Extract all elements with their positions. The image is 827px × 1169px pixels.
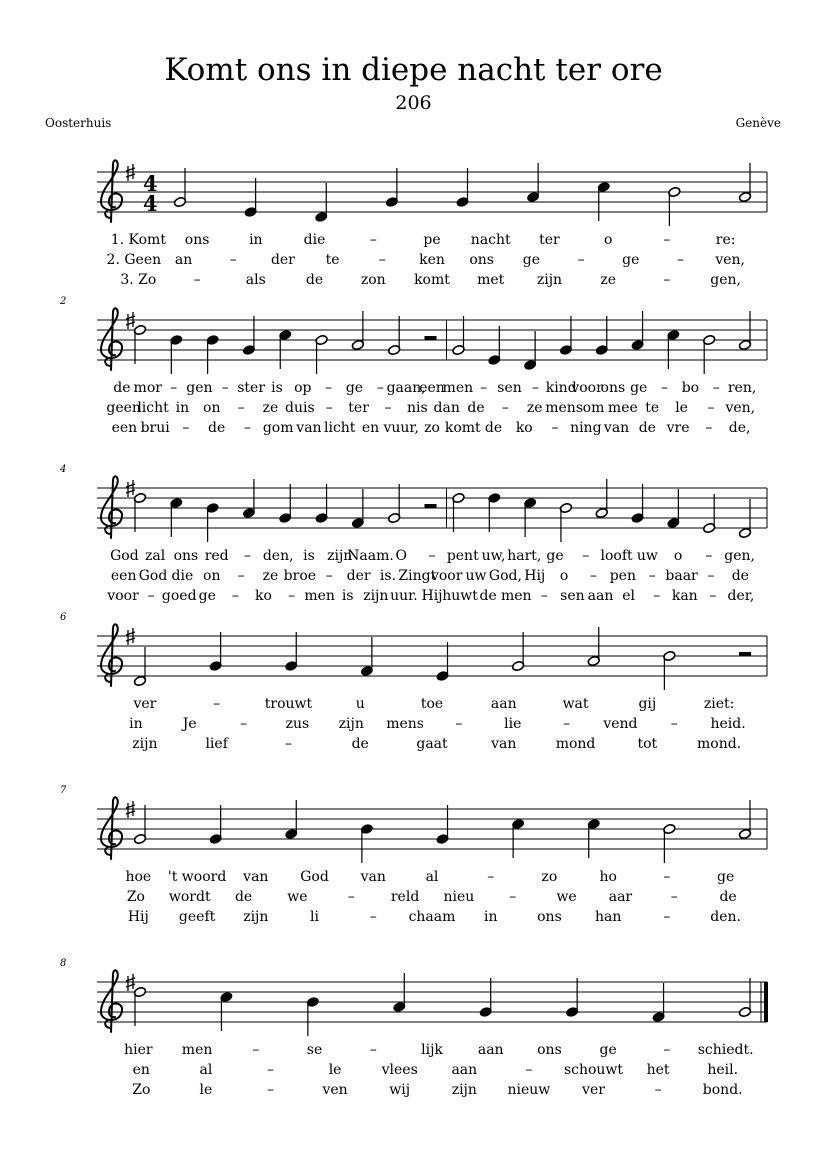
- lyric-syllable: van: [491, 736, 517, 752]
- lyric-syllable: der,: [727, 588, 755, 604]
- lyric-syllable: ter: [348, 400, 369, 416]
- lyric-syllable: –: [712, 380, 720, 396]
- lyric-syllable: ge: [522, 252, 541, 268]
- lyric-syllable: bond.: [702, 1082, 743, 1098]
- lyric-syllable: ter: [539, 232, 560, 248]
- lyric-syllable: ons: [537, 909, 562, 925]
- lyric-syllable: ko: [515, 420, 533, 436]
- lyric-syllable: van: [296, 420, 322, 436]
- lyric-syllable: mond.: [697, 736, 742, 752]
- measure-number: 7: [60, 785, 67, 796]
- lyric-syllable: o: [603, 232, 613, 248]
- lyric-syllable: –: [237, 400, 245, 416]
- lyric-syllable: de: [351, 736, 369, 752]
- lyric-syllable: de: [113, 380, 131, 396]
- lyric-syllable: –: [213, 696, 221, 712]
- lyric-syllable: gen: [186, 380, 213, 396]
- lyric-syllable: wat: [562, 696, 589, 712]
- lyric-syllable: gaan,: [386, 380, 426, 396]
- lyric-syllable: –: [325, 568, 333, 584]
- lyric-syllable: –: [590, 568, 597, 584]
- lyric-syllable: pent: [446, 548, 479, 564]
- lyric-syllable: op: [294, 380, 312, 396]
- lyric-syllable: komt: [414, 272, 450, 288]
- lyric-syllable: nacht: [470, 232, 511, 248]
- lyric-syllable: on: [203, 400, 221, 416]
- lyric-syllable: broe: [283, 568, 317, 584]
- poet-name: Oosterhuis: [45, 116, 112, 130]
- lyric-syllable: God: [300, 869, 329, 885]
- lyric-syllable: al: [425, 869, 439, 885]
- lyric-syllable: –: [540, 588, 548, 604]
- lyric-syllable: –: [231, 588, 239, 604]
- lyric-syllable: han: [594, 909, 622, 925]
- lyric-syllable: pen: [609, 568, 636, 584]
- lyric-syllable: de: [479, 588, 497, 604]
- measure-number: 4: [60, 464, 67, 475]
- lyric-syllable: –: [661, 380, 669, 396]
- lyric-syllable: men: [442, 380, 474, 396]
- lyric-syllable: –: [577, 252, 585, 268]
- lyric-syllable: ge: [599, 1042, 617, 1058]
- lyric-syllable: ons: [173, 548, 199, 564]
- lyric-syllable: reld: [390, 889, 420, 905]
- lyric-syllable: –: [369, 1042, 377, 1058]
- lyric-syllable: Hij: [127, 909, 149, 925]
- lyric-syllable: sen: [497, 380, 522, 396]
- lyric-syllable: ons: [600, 380, 626, 396]
- lyric-syllable: lijk: [421, 1042, 443, 1058]
- treble-clef-icon: [101, 624, 122, 686]
- lyric-syllable: hier: [124, 1042, 153, 1058]
- half-rest: [425, 336, 437, 340]
- lyric-syllable: –: [376, 380, 384, 396]
- lyric-syllable: –: [325, 380, 333, 396]
- lyric-syllable: aan: [587, 588, 614, 604]
- lyric-syllable: heid.: [710, 716, 746, 732]
- lyric-syllable: –: [221, 380, 229, 396]
- lyric-syllable: –: [705, 420, 713, 436]
- treble-clef-icon: [101, 308, 122, 370]
- lyric-syllable: God: [110, 548, 139, 564]
- lyric-syllable: de: [638, 420, 656, 436]
- lyric-syllable: pe: [423, 232, 441, 248]
- lyric-syllable: mond: [555, 736, 596, 752]
- lyric-syllable: voor: [107, 588, 139, 604]
- lyric-syllable: o: [673, 548, 683, 564]
- lyric-syllable: God: [138, 568, 168, 584]
- lyric-syllable: ge: [717, 869, 735, 885]
- lyric-syllable: –: [563, 716, 571, 732]
- lyric-syllable: zijn: [451, 1082, 477, 1098]
- lyric-syllable: brui: [140, 420, 170, 436]
- lyric-syllable: zijn: [243, 909, 269, 925]
- lyric-syllable: –: [325, 400, 333, 416]
- lyric-syllable: het: [646, 1062, 670, 1078]
- lyric-syllable: huwt: [442, 588, 478, 604]
- lyric-syllable: om: [582, 400, 605, 416]
- measure-number: 6: [60, 612, 67, 623]
- lyric-syllable: kan: [671, 588, 698, 604]
- lyric-syllable: –: [709, 588, 717, 604]
- lyric-syllable: sen: [560, 588, 585, 604]
- lyric-syllable: een: [110, 568, 137, 584]
- lyric-syllable: –: [663, 909, 671, 925]
- lyric-syllable: licht: [137, 400, 169, 416]
- time-signature-top: 4: [143, 171, 158, 196]
- lyric-syllable: de: [467, 400, 485, 416]
- lyric-syllable: –: [582, 548, 590, 564]
- lyric-syllable: die: [171, 568, 194, 584]
- lyric-syllable: gen,: [710, 272, 741, 288]
- lyric-syllable: u: [355, 696, 365, 712]
- lyric-syllable: gom: [262, 420, 294, 436]
- lyric-syllable: –: [531, 380, 539, 396]
- lyric-syllable: te: [325, 252, 340, 268]
- lyric-syllable: ze: [262, 400, 279, 416]
- lyric-syllable: van: [360, 869, 386, 885]
- lyric-syllable: ze: [262, 568, 279, 584]
- lyric-syllable: ge: [630, 380, 648, 396]
- lyric-syllable: –: [284, 736, 292, 752]
- lyric-syllable: –: [707, 400, 715, 416]
- lyric-syllable: gen,: [724, 548, 755, 564]
- lyric-syllable: –: [663, 272, 671, 288]
- lyric-syllable: duis: [285, 400, 315, 416]
- lyric-syllable: –: [237, 568, 245, 584]
- lyric-syllable: chaam: [408, 909, 456, 925]
- lyric-syllable: o: [559, 568, 569, 584]
- lyric-syllable: ze: [526, 400, 543, 416]
- lyric-syllable: –: [654, 1082, 662, 1098]
- lyric-syllable: zijn: [338, 716, 364, 732]
- lyric-syllable: looft: [600, 548, 633, 564]
- lyric-syllable: –: [267, 1062, 274, 1078]
- lyric-syllable: –: [707, 568, 715, 584]
- lyric-syllable: –: [501, 400, 509, 416]
- lyric-syllable: men: [500, 588, 532, 604]
- lyric-syllable: een: [111, 420, 138, 436]
- lyric-syllable: mor: [133, 380, 162, 396]
- lyric-syllable: goed: [161, 588, 197, 604]
- lyric-syllable: hoe: [125, 869, 152, 885]
- lyric-syllable: –: [229, 252, 237, 268]
- lyric-syllable: zijn: [132, 736, 158, 752]
- lyric-syllable: ven,: [725, 400, 756, 416]
- treble-clef-icon: [101, 476, 122, 538]
- lyric-syllable: ge: [345, 380, 364, 396]
- lyric-syllable: ko: [255, 588, 272, 604]
- song-title: Komt ons in diepe nacht ter ore: [164, 52, 663, 88]
- lyric-syllable: se: [306, 1042, 323, 1058]
- lyric-syllable: is: [271, 380, 283, 396]
- lyric-syllable: an: [174, 252, 193, 268]
- lyric-syllable: in: [483, 909, 498, 925]
- lyric-syllable: ven: [322, 1082, 348, 1098]
- lyric-syllable: is: [341, 588, 354, 604]
- lyric-syllable: ge: [198, 588, 216, 604]
- lyric-syllable: le: [199, 1082, 213, 1098]
- lyric-syllable: ster: [237, 380, 266, 396]
- lyric-syllable: der: [270, 252, 295, 268]
- treble-clef-icon: [101, 970, 122, 1032]
- lyric-syllable: is.: [379, 568, 397, 584]
- measure-number: 2: [60, 296, 67, 307]
- lyric-syllable: nieu: [443, 889, 475, 905]
- lyric-syllable: –: [525, 1062, 533, 1078]
- lyric-syllable: dan: [433, 400, 460, 416]
- lyric-syllable: we: [287, 889, 308, 905]
- lyric-syllable: –: [243, 420, 251, 436]
- lyric-syllable: ning: [570, 420, 602, 436]
- lyric-syllable: Je: [182, 716, 197, 732]
- lyric-syllable: de: [484, 420, 503, 436]
- lyric-syllable: lief: [205, 736, 228, 752]
- measure-number: 8: [60, 958, 67, 969]
- lyric-syllable: aan: [490, 696, 517, 712]
- lyric-syllable: Hij: [421, 588, 443, 604]
- lyric-syllable: gij: [638, 696, 657, 712]
- lyric-syllable: gaat: [416, 736, 448, 752]
- lyric-syllable: ge: [622, 252, 640, 268]
- lyric-syllable: is: [303, 548, 315, 564]
- lyric-syllable: van: [603, 420, 630, 436]
- lyric-syllable: te: [645, 400, 660, 416]
- lyric-syllable: Hij: [524, 568, 546, 584]
- lyric-syllable: in: [249, 232, 263, 248]
- lyric-syllable: –: [182, 420, 190, 436]
- composer-name: Genève: [735, 116, 781, 130]
- lyric-syllable: Zingt: [398, 568, 437, 584]
- lyric-syllable: –: [653, 588, 661, 604]
- lyric-syllable: den,: [262, 548, 294, 564]
- lyric-syllable: vuur,: [383, 420, 420, 436]
- lyric-syllable: trouwt: [264, 696, 313, 712]
- lyric-syllable: –: [663, 232, 671, 248]
- lyric-syllable: die: [303, 232, 326, 248]
- lyric-syllable: ze: [600, 272, 617, 288]
- lyric-syllable: zus: [285, 716, 310, 732]
- lyric-syllable: zijn: [536, 272, 563, 288]
- lyric-syllable: uur.: [390, 588, 418, 604]
- lyric-syllable: toe: [420, 696, 444, 712]
- lyric-syllable: –: [170, 380, 178, 396]
- lyric-syllable: –: [487, 869, 495, 885]
- lyric-syllable: ren,: [727, 380, 757, 396]
- lyric-syllable: schiedt.: [697, 1042, 754, 1058]
- lyric-syllable: de,: [728, 420, 751, 436]
- lyric-syllable: ons: [184, 232, 210, 248]
- lyric-syllable: vre: [666, 420, 690, 436]
- lyric-syllable: voor: [571, 380, 603, 396]
- lyric-syllable: zijn: [363, 588, 389, 604]
- lyric-syllable: –: [243, 548, 251, 564]
- lyric-syllable: een: [419, 380, 445, 396]
- lyric-syllable: on: [203, 568, 221, 584]
- lyric-syllable: –: [480, 380, 488, 396]
- lyric-syllable: –: [384, 400, 392, 416]
- lyric-syllable: –: [509, 889, 517, 905]
- lyric-syllable: ge: [546, 548, 564, 564]
- lyric-syllable: li: [310, 909, 320, 925]
- lyric-syllable: ken: [419, 252, 445, 268]
- lyric-syllable: –: [676, 252, 684, 268]
- lyric-syllable: met: [477, 272, 505, 288]
- lyric-syllable: geen: [106, 400, 141, 416]
- lyric-syllable: –: [252, 1042, 260, 1058]
- time-signature-bottom: 4: [143, 191, 158, 216]
- lyric-syllable: ver: [582, 1082, 605, 1098]
- lyric-syllable: heil.: [707, 1062, 739, 1078]
- lyric-syllable: uw,: [481, 548, 506, 564]
- lyric-syllable: nieuw: [507, 1082, 551, 1098]
- lyric-syllable: komt: [444, 420, 481, 436]
- lyric-syllable: der: [346, 568, 371, 584]
- lyric-syllable: –: [663, 1042, 671, 1058]
- lyric-syllable: bo: [681, 380, 700, 396]
- lyric-syllable: –: [670, 716, 678, 732]
- lyric-syllable: we: [556, 889, 577, 905]
- lyric-syllable: baar: [665, 568, 698, 584]
- lyric-syllable: zo: [541, 869, 558, 885]
- lyric-syllable: in: [175, 400, 190, 416]
- lyric-syllable: voor: [430, 568, 463, 584]
- lyric-syllable: –: [670, 889, 678, 905]
- treble-clef-icon: [101, 797, 122, 859]
- lyric-syllable: re:: [715, 232, 736, 248]
- lyric-syllable: nis: [406, 400, 428, 416]
- lyric-syllable: mens: [545, 400, 584, 416]
- lyric-syllable: Zo: [132, 1082, 151, 1098]
- lyric-syllable: –: [240, 716, 248, 732]
- lyric-syllable: –: [288, 588, 296, 604]
- lyric-syllable: kind: [545, 380, 577, 396]
- lyric-syllable: –: [147, 588, 155, 604]
- lyric-syllable: licht: [323, 420, 356, 436]
- lyric-syllable: red: [204, 548, 229, 564]
- lyric-syllable: de: [719, 889, 737, 905]
- lyric-syllable: vlees: [381, 1062, 418, 1078]
- lyric-syllable: –: [551, 420, 559, 436]
- lyric-syllable: Naam.: [347, 548, 394, 564]
- lyric-syllable: aar: [608, 889, 633, 905]
- lyric-syllable: schouwt: [563, 1062, 624, 1078]
- lyric-syllable: ven,: [715, 252, 745, 268]
- lyric-syllable: –: [347, 889, 355, 905]
- lyric-syllable: ho: [599, 869, 617, 885]
- lyric-syllable: –: [705, 548, 713, 564]
- lyric-syllable: wij: [389, 1082, 411, 1098]
- lyric-syllable: zon: [360, 272, 386, 288]
- lyric-syllable: men: [181, 1042, 213, 1058]
- lyric-syllable: van: [243, 869, 269, 885]
- lyric-syllable: ons: [469, 252, 495, 268]
- lyric-syllable: geeft: [178, 909, 216, 925]
- lyric-syllable: –: [648, 568, 656, 584]
- lyric-syllable: –: [455, 716, 463, 732]
- lyric-syllable: al: [199, 1062, 213, 1078]
- lyric-syllable: 3. Zo: [120, 272, 157, 288]
- lyric-syllable: –: [369, 909, 377, 925]
- lyric-syllable: Zo: [126, 889, 145, 905]
- lyric-syllable: zal: [145, 548, 166, 564]
- lyric-syllable: zijn: [327, 548, 353, 564]
- lyric-syllable: ver: [133, 696, 157, 712]
- lyric-syllable: de: [731, 568, 749, 584]
- lyric-syllable: 't woord: [167, 869, 227, 885]
- treble-clef-icon: [101, 160, 122, 222]
- final-bar-line: [764, 982, 768, 1022]
- lyric-syllable: mens: [386, 716, 424, 732]
- lyric-syllable: –: [193, 272, 201, 288]
- lyric-syllable: ons: [537, 1042, 562, 1058]
- lyric-syllable: uw: [636, 548, 658, 564]
- lyric-syllable: men: [304, 588, 335, 604]
- lyric-syllable: mee: [607, 400, 638, 416]
- lyric-syllable: aan: [477, 1042, 504, 1058]
- lyric-syllable: hart,: [507, 548, 542, 564]
- lyric-syllable: de: [234, 889, 253, 905]
- lyric-syllable: –: [369, 232, 377, 248]
- lyric-syllable: de: [208, 420, 226, 436]
- lyric-syllable: le: [328, 1062, 342, 1078]
- song-number: 206: [395, 92, 432, 114]
- lyric-syllable: 2. Geen: [106, 252, 162, 268]
- lyric-syllable: –: [428, 548, 436, 564]
- lyric-syllable: God,: [488, 568, 522, 584]
- lyric-syllable: el: [622, 588, 635, 604]
- lyric-syllable: uw: [465, 568, 487, 584]
- lyric-syllable: en: [361, 420, 380, 436]
- lyric-syllable: 1. Komt: [110, 232, 166, 248]
- lyric-syllable: aan: [451, 1062, 478, 1078]
- lyric-syllable: wordt: [168, 889, 211, 905]
- lyric-syllable: zo: [424, 420, 440, 436]
- lyric-syllable: den.: [710, 909, 741, 925]
- lyric-syllable: –: [378, 252, 386, 268]
- lyric-syllable: vend: [603, 716, 638, 732]
- half-rest: [739, 652, 751, 656]
- lyric-syllable: de: [305, 272, 324, 288]
- lyric-syllable: –: [267, 1082, 274, 1098]
- lyric-syllable: le: [675, 400, 688, 416]
- lyric-syllable: lie: [504, 716, 522, 732]
- lyric-syllable: tot: [637, 736, 658, 752]
- lyric-syllable: O: [395, 548, 407, 564]
- lyric-syllable: –: [663, 869, 671, 885]
- lyric-syllable: en: [132, 1062, 150, 1078]
- lyric-syllable: in: [129, 716, 143, 732]
- lyric-syllable: als: [245, 272, 266, 288]
- half-rest: [425, 504, 437, 508]
- lyric-syllable: ziet:: [703, 696, 735, 712]
